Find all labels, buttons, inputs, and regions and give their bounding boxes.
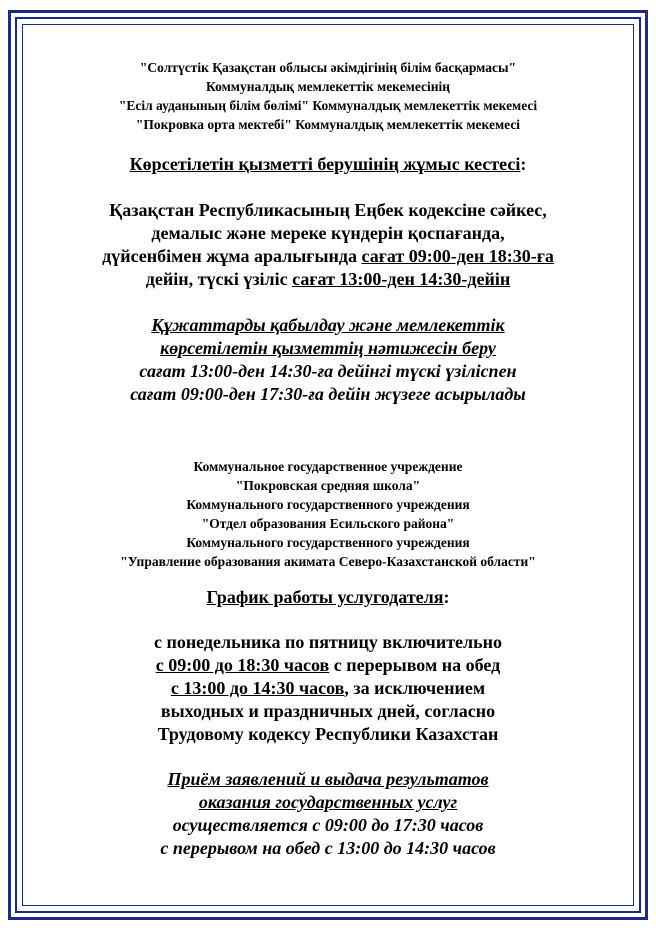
ru-docs-line: осуществляется с 09:00 до 17:30 часов (172, 815, 484, 835)
ru-org-line: "Покровская средняя школа" (235, 478, 421, 493)
ru-schedule-title-colon: : (443, 587, 450, 607)
ru-documents-reception (30, 768, 626, 860)
kz-org-line: "Солтүстік Қазақстан облысы әкімдігінің білім басқармасы" (139, 60, 517, 75)
kz-hours-line: Қазақстан Республикасының Еңбек кодексіне сәйкес, (109, 200, 547, 220)
ru-org-line: Коммунального государственного учреждения (186, 497, 470, 512)
ru-org-line: Коммунального государственного учреждения (186, 535, 470, 550)
ru-hours-line: Трудовому кодексу Республики Казахстан (157, 724, 499, 744)
ru-hours-line: выходных и праздничных дней, согласно (160, 701, 496, 721)
ru-docs-heading-line: Приём заявлений и выдача результатов (167, 769, 489, 789)
kz-hours-line-part: дүйсенбімен жұма аралығында (102, 246, 362, 266)
ru-org-line: Коммунальное государственное учреждение (193, 459, 463, 474)
ru-docs-line: с перерывом на обед с 13:00 до 14:30 часов (160, 838, 496, 858)
kz-hours-line: демалыс және мереке күндерін қоспағанда, (151, 223, 505, 243)
ru-schedule-title (30, 586, 626, 609)
kz-hours-line-part: дейін, түскі үзіліс (145, 269, 293, 289)
kz-organization-header (30, 58, 626, 134)
kz-working-hours (30, 199, 626, 291)
ru-org-line: "Отдел образования Есильского района" (201, 516, 455, 531)
kz-docs-heading-line: көрсетілетін қызметтің нәтижесін беру (160, 338, 496, 358)
kz-documents-reception (30, 314, 626, 406)
kz-hours-time: сағат 09:00-ден 18:30-ға (361, 246, 554, 266)
kz-docs-line: сағат 13:00-ден 14:30-ға дейінгі түскі үзіліспен (139, 361, 517, 381)
kz-schedule-title-colon: : (520, 154, 527, 174)
kz-break-time: сағат 13:00-ден 14:30-дейін (292, 269, 511, 289)
ru-org-line: "Управление образования акимата Северо-Казахстанской области" (120, 554, 536, 569)
kz-org-line: "Есіл ауданының білім бөлімі" Коммуналдық мемлекеттік мекемесі (118, 98, 538, 113)
kz-org-line: Коммуналдық мемлекеттік мекемесінің (205, 79, 451, 94)
ru-working-hours (30, 631, 626, 746)
ru-hours-line-part: с перерывом на обед (329, 655, 501, 675)
document-content (30, 58, 626, 860)
kz-docs-heading-line: Құжаттарды қабылдау және мемлекеттік (151, 315, 505, 335)
ru-break-time: с 13:00 до 14:30 часов (170, 678, 345, 698)
kz-schedule-title (30, 153, 626, 176)
ru-docs-heading-line: оказания государственных услуг (198, 792, 458, 812)
ru-hours-line-part: , за исключением (344, 678, 486, 698)
kz-org-line: "Покровка орта мектебі" Коммуналдық мемлекеттік мекемесі (135, 117, 521, 132)
kz-schedule-title-text: Көрсетілетін қызметті берушінің жұмыс кестесі (129, 154, 521, 174)
ru-organization-header (30, 457, 626, 571)
kz-docs-line: сағат 09:00-ден 17:30-ға дейін жүзеге асырылады (130, 384, 526, 404)
ru-hours-time: с 09:00 до 18:30 часов (155, 655, 330, 675)
ru-schedule-title-text: График работы услугодателя (206, 587, 444, 607)
ru-hours-line: с понедельника по пятницу включительно (153, 632, 503, 652)
